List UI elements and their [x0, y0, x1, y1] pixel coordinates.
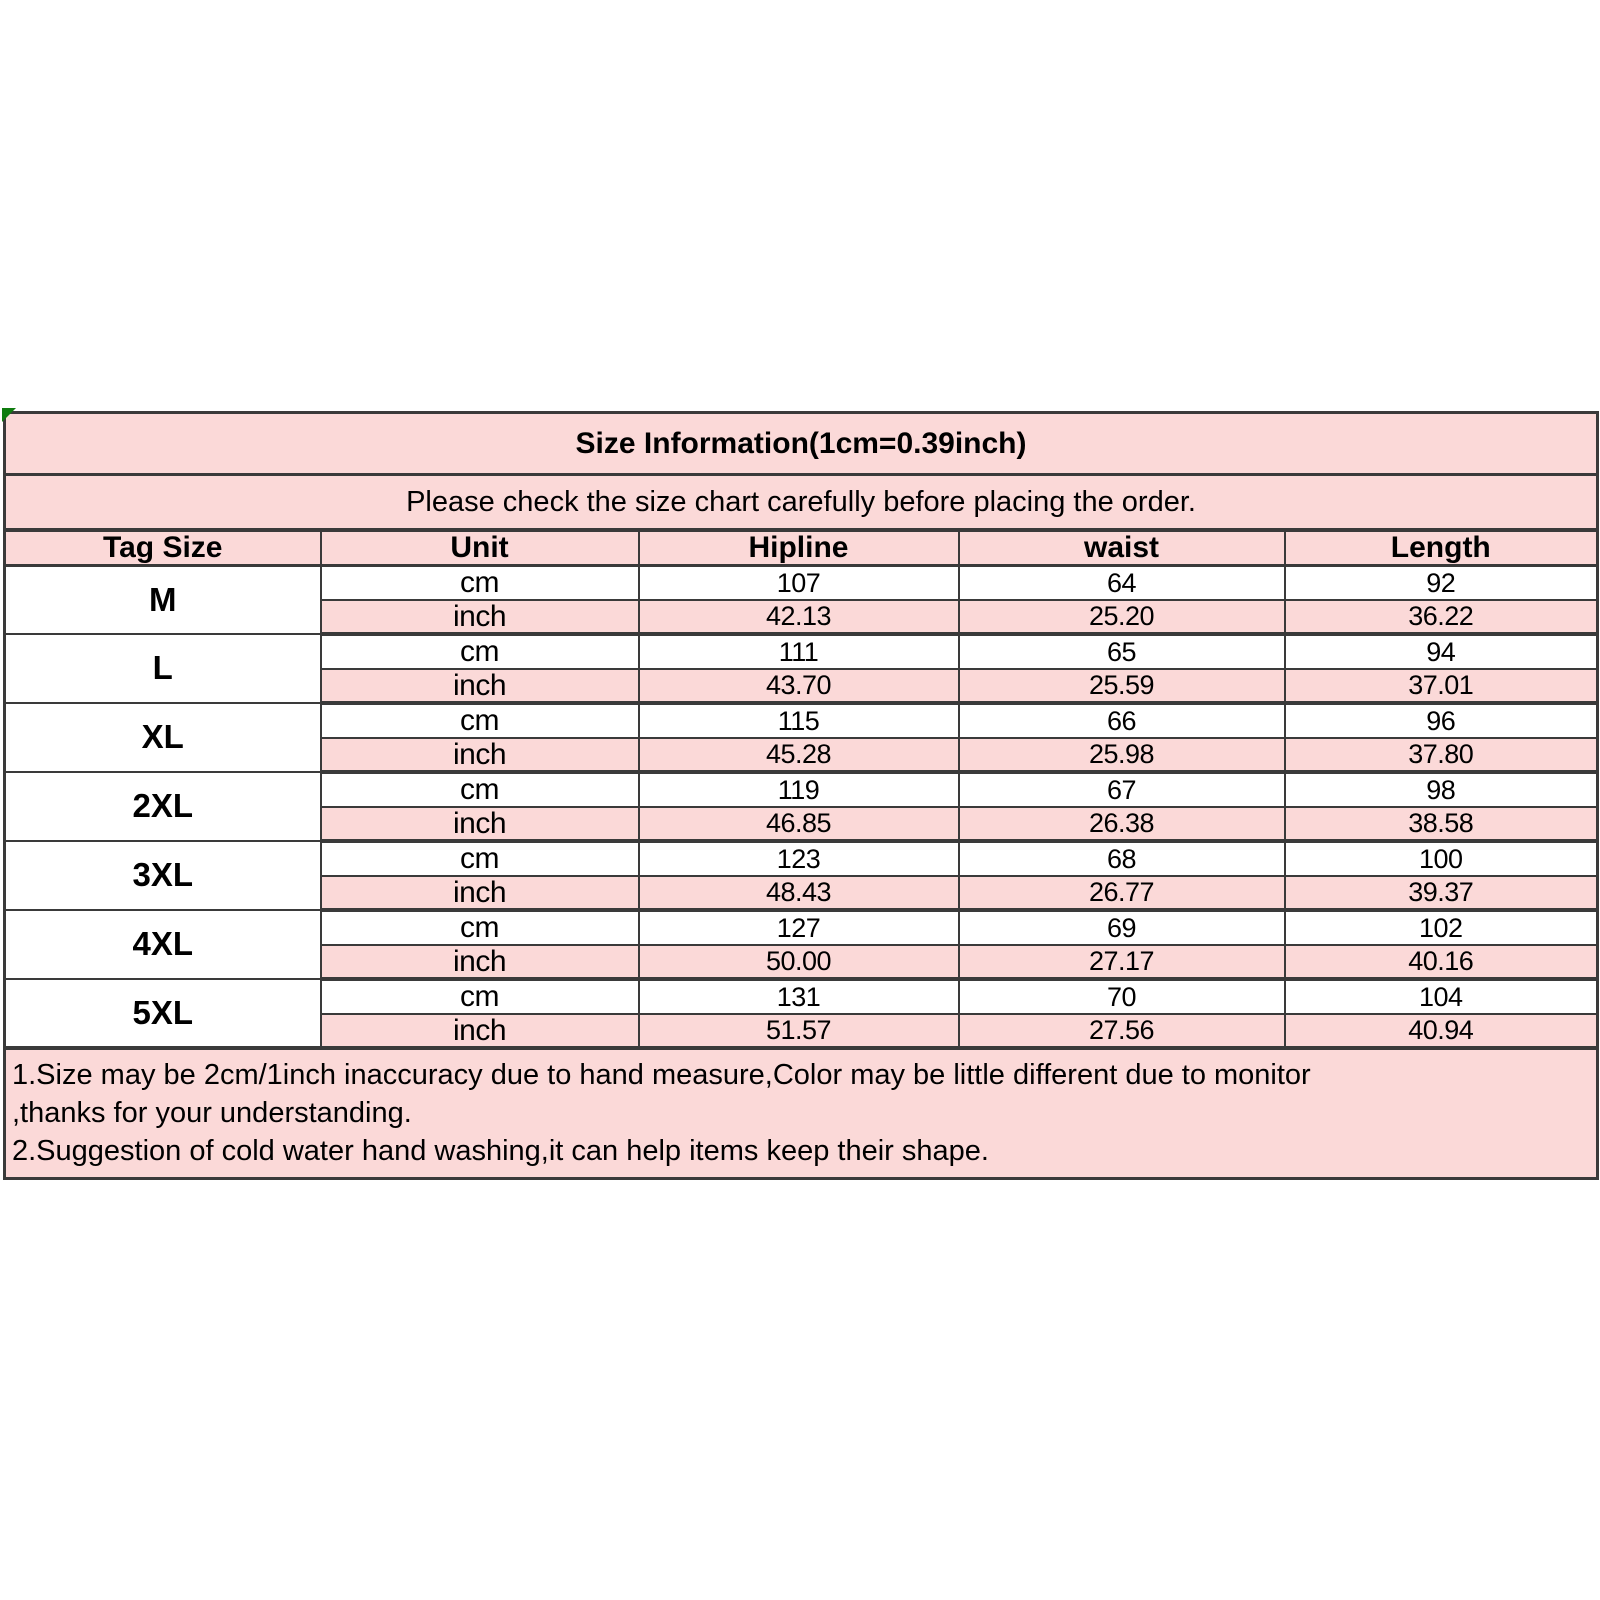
value-cell: 102 [1285, 910, 1598, 945]
size-row-cm-3xl [5, 841, 1598, 876]
unit-cell-cm: cm [321, 634, 639, 669]
value-cell: 65 [959, 634, 1285, 669]
value-cell: 43.70 [639, 669, 959, 704]
tag-size-cell: 2XL [5, 772, 321, 841]
value-cell: 115 [639, 703, 959, 738]
unit-cell-cm: cm [321, 703, 639, 738]
value-cell: 68 [959, 841, 1285, 876]
value-cell: 104 [1285, 979, 1598, 1014]
value-cell: 96 [1285, 703, 1598, 738]
value-cell: 100 [1285, 841, 1598, 876]
notes-cell [5, 1048, 1598, 1178]
note-line: 2.Suggestion of cold water hand washing,it can help items keep their shape. [12, 1135, 989, 1167]
unit-cell-cm: cm [321, 910, 639, 945]
value-cell: 51.57 [639, 1014, 959, 1049]
unit-cell-cm: cm [321, 772, 639, 807]
unit-cell-inch: inch [321, 669, 639, 704]
value-cell: 26.38 [959, 807, 1285, 842]
value-cell: 50.00 [639, 945, 959, 980]
unit-cell-inch: inch [321, 600, 639, 635]
subtitle-row [5, 475, 1598, 530]
table-title: Size Information(1cm=0.39inch) [5, 413, 1598, 475]
column-header-tag-size: Tag Size [5, 530, 321, 566]
column-header-row [5, 530, 1598, 566]
value-cell: 27.17 [959, 945, 1285, 980]
value-cell: 111 [639, 634, 959, 669]
value-cell: 46.85 [639, 807, 959, 842]
value-cell: 37.80 [1285, 738, 1598, 773]
value-cell: 26.77 [959, 876, 1285, 911]
value-cell: 45.28 [639, 738, 959, 773]
value-cell: 67 [959, 772, 1285, 807]
unit-cell-cm: cm [321, 979, 639, 1014]
value-cell: 36.22 [1285, 600, 1598, 635]
unit-cell-cm: cm [321, 566, 639, 600]
value-cell: 64 [959, 566, 1285, 600]
value-cell: 127 [639, 910, 959, 945]
green-corner-marker [2, 408, 16, 422]
value-cell: 107 [639, 566, 959, 600]
column-header-length: Length [1285, 530, 1598, 566]
value-cell: 39.37 [1285, 876, 1598, 911]
value-cell: 98 [1285, 772, 1598, 807]
tag-size-cell: XL [5, 703, 321, 772]
size-row-cm-xl [5, 703, 1598, 738]
unit-cell-inch: inch [321, 876, 639, 911]
size-row-cm-l [5, 634, 1598, 669]
value-cell: 70 [959, 979, 1285, 1014]
tag-size-cell: 3XL [5, 841, 321, 910]
value-cell: 66 [959, 703, 1285, 738]
size-row-cm-5xl [5, 979, 1598, 1014]
tag-size-cell: 5XL [5, 979, 321, 1048]
unit-cell-cm: cm [321, 841, 639, 876]
value-cell: 94 [1285, 634, 1598, 669]
value-cell: 25.98 [959, 738, 1285, 773]
value-cell: 123 [639, 841, 959, 876]
table-subtitle: Please check the size chart carefully before placing the order. [5, 475, 1598, 530]
tag-size-cell: L [5, 634, 321, 703]
notes-row [5, 1048, 1598, 1178]
size-row-cm-2xl [5, 772, 1598, 807]
note-line: ,thanks for your understanding. [12, 1097, 412, 1129]
value-cell: 42.13 [639, 600, 959, 635]
size-chart-table [3, 411, 1599, 1180]
note-line: 1.Size may be 2cm/1inch inaccuracy due to hand measure,Color may be little different due to monitor [12, 1059, 1311, 1091]
column-header-waist: waist [959, 530, 1285, 566]
value-cell: 25.20 [959, 600, 1285, 635]
value-cell: 69 [959, 910, 1285, 945]
unit-cell-inch: inch [321, 945, 639, 980]
title-row [5, 413, 1598, 475]
size-row-cm-4xl [5, 910, 1598, 945]
value-cell: 25.59 [959, 669, 1285, 704]
unit-cell-inch: inch [321, 807, 639, 842]
column-header-unit: Unit [321, 530, 639, 566]
value-cell: 37.01 [1285, 669, 1598, 704]
unit-cell-inch: inch [321, 738, 639, 773]
tag-size-cell: 4XL [5, 910, 321, 979]
value-cell: 131 [639, 979, 959, 1014]
value-cell: 48.43 [639, 876, 959, 911]
value-cell: 38.58 [1285, 807, 1598, 842]
value-cell: 119 [639, 772, 959, 807]
unit-cell-inch: inch [321, 1014, 639, 1049]
value-cell: 27.56 [959, 1014, 1285, 1049]
size-row-cm-m [5, 566, 1598, 600]
value-cell: 92 [1285, 566, 1598, 600]
column-header-hipline: Hipline [639, 530, 959, 566]
tag-size-cell: M [5, 566, 321, 635]
value-cell: 40.16 [1285, 945, 1598, 980]
value-cell: 40.94 [1285, 1014, 1598, 1049]
